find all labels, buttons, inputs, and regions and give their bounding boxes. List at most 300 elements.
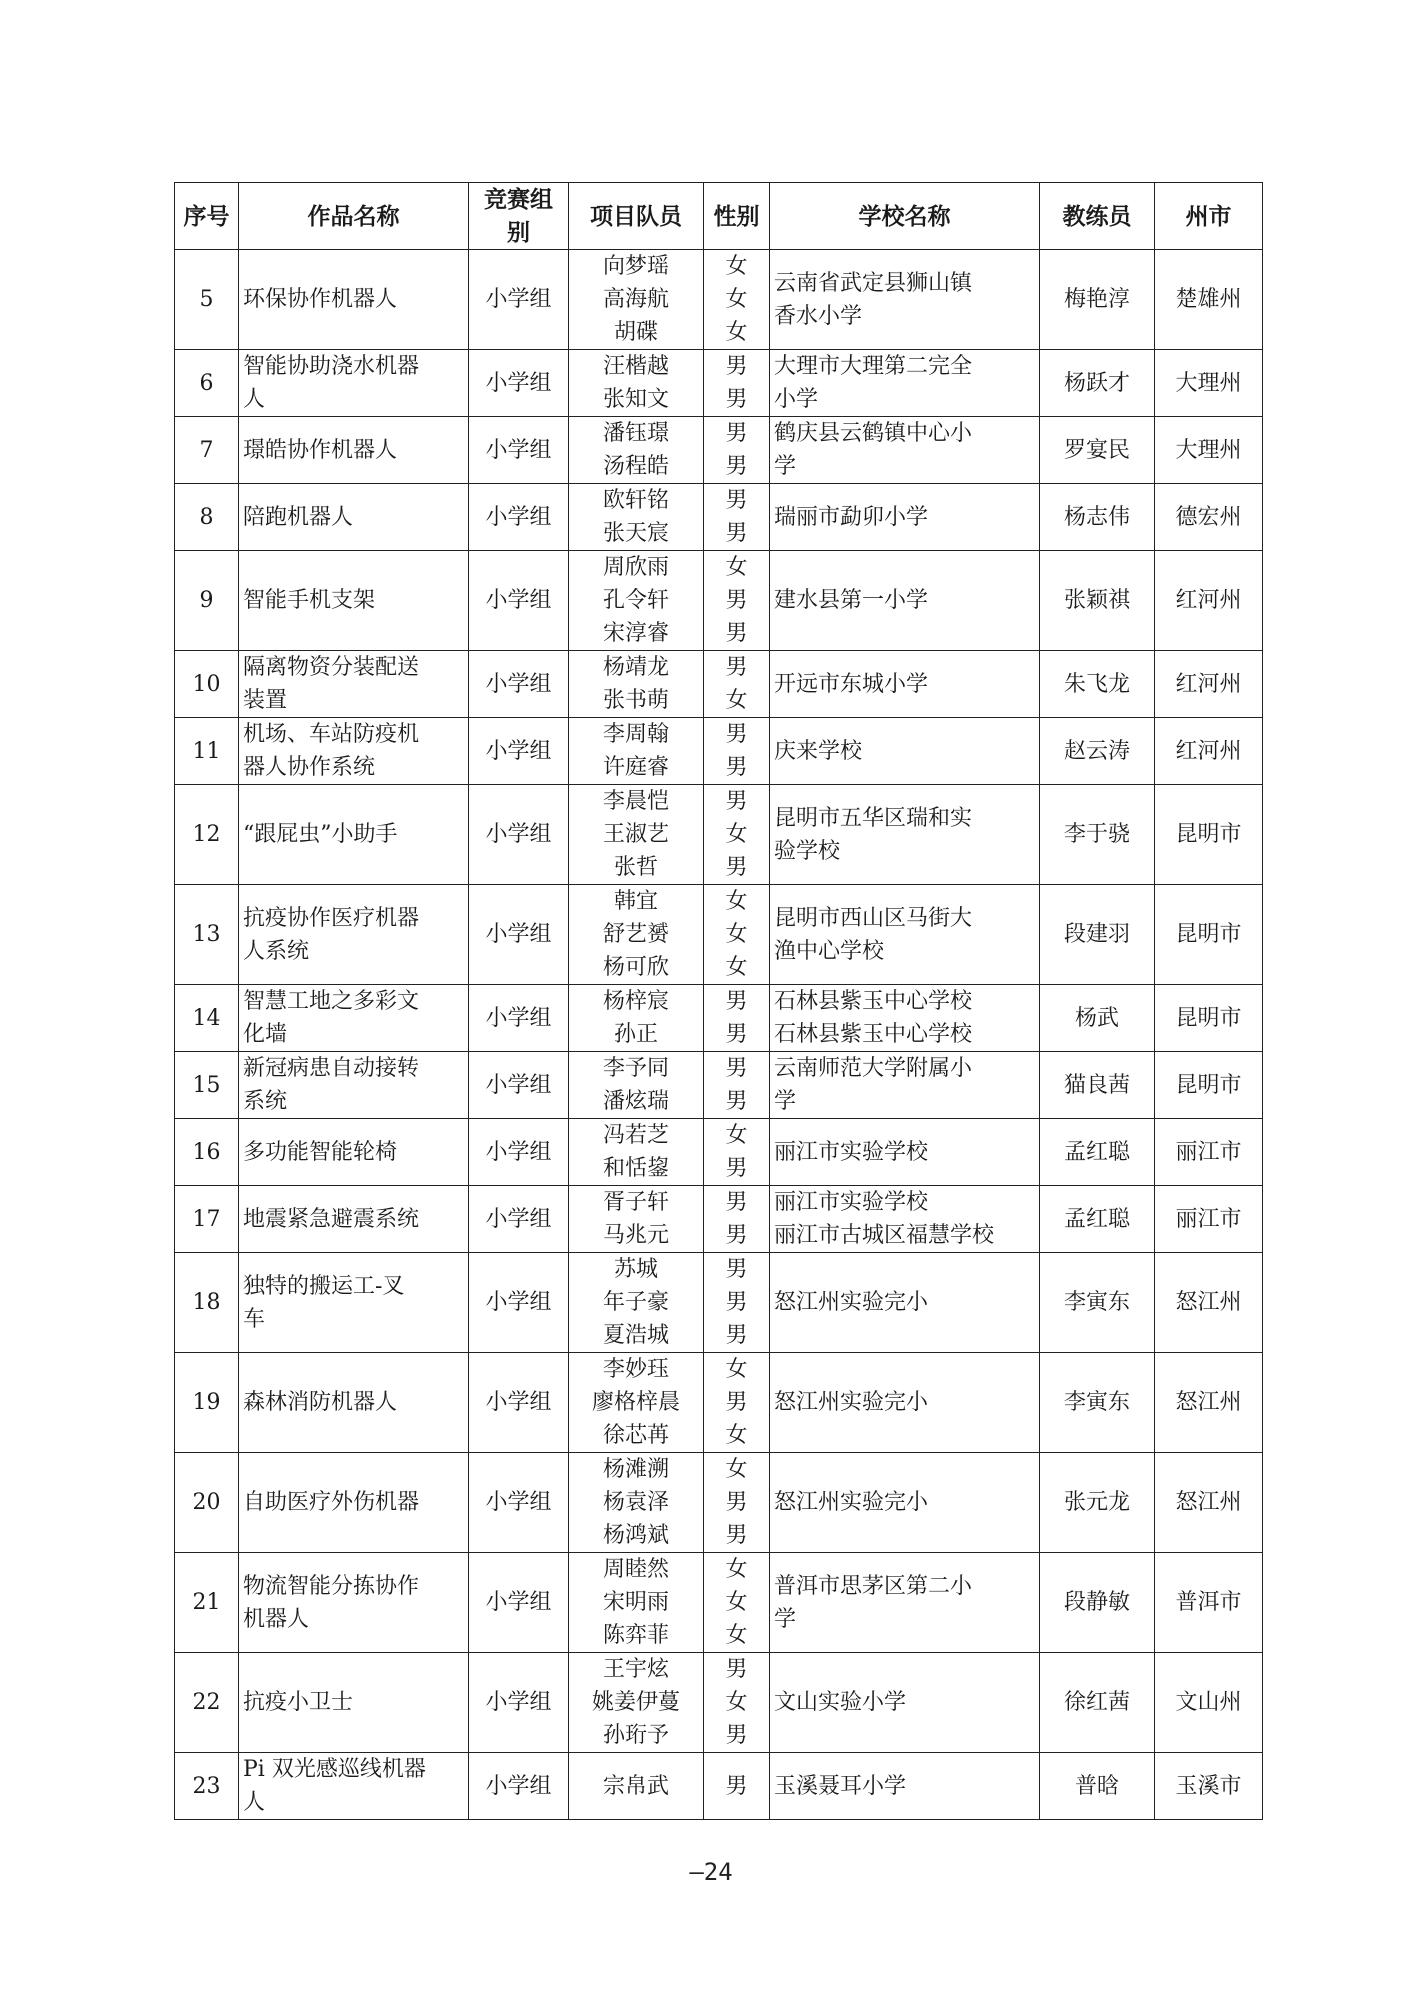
cell-coach: 杨武 bbox=[1040, 985, 1155, 1052]
cell-gender-line: 女 bbox=[725, 889, 748, 914]
cell-region: 怒江州 bbox=[1155, 1353, 1263, 1453]
cell-work-name-line: 独特的搬运工-叉 bbox=[243, 1273, 405, 1299]
cell-team-members-line: 和恬鋆 bbox=[602, 1156, 669, 1181]
cell-coach: 张颖祺 bbox=[1040, 551, 1155, 651]
cell-gender-line: 男 bbox=[725, 1223, 748, 1248]
cell-work-name bbox=[239, 551, 469, 651]
cell-gender-line: 男 bbox=[725, 1156, 748, 1181]
cell-team-members-line: 周睦然 bbox=[602, 1557, 669, 1582]
cell-school-name-line: 丽江市古城区福慧学校 bbox=[774, 1223, 995, 1248]
header-coach: 教练员 bbox=[1040, 183, 1155, 250]
cell-work-name-line: 机场、车站防疫机 bbox=[243, 722, 420, 747]
cell-work-name bbox=[239, 718, 469, 785]
cell-region: 昆明市 bbox=[1155, 885, 1263, 985]
cell-school-name-line: 大理市大理第二完全 bbox=[774, 354, 973, 379]
cell-school-name bbox=[770, 1186, 1040, 1253]
cell-school-name-line: 小学 bbox=[774, 387, 819, 412]
cell-team-members-line: 夏浩城 bbox=[602, 1323, 669, 1348]
header-team-members: 项目队员 bbox=[569, 183, 704, 250]
cell-gender bbox=[704, 1453, 770, 1553]
table-row bbox=[175, 1186, 1263, 1253]
cell-serial-number: 6 bbox=[175, 350, 239, 417]
cell-team-members-line: 许庭睿 bbox=[602, 755, 669, 780]
cell-team-members-line: 李予同 bbox=[602, 1056, 669, 1081]
cell-gender-line: 女 bbox=[725, 1557, 748, 1582]
cell-work-name-line: 机器人 bbox=[243, 1606, 310, 1632]
cell-gender-line: 男 bbox=[725, 588, 748, 613]
cell-region: 红河州 bbox=[1155, 651, 1263, 718]
cell-gender-line: 男 bbox=[725, 1773, 748, 1799]
cell-school-name-line: 怒江州实验完小 bbox=[774, 1490, 929, 1515]
cell-gender bbox=[704, 350, 770, 417]
cell-work-name-line: 环保协作机器人 bbox=[243, 287, 398, 312]
cell-gender-line: 女 bbox=[725, 1123, 748, 1148]
cell-coach: 孟红聪 bbox=[1040, 1119, 1155, 1186]
cell-gender bbox=[704, 1052, 770, 1119]
cell-serial-number: 22 bbox=[175, 1653, 239, 1753]
cell-gender-line: 女 bbox=[725, 1423, 748, 1448]
table-row bbox=[175, 718, 1263, 785]
cell-gender-line: 女 bbox=[725, 822, 748, 847]
cell-coach: 朱飞龙 bbox=[1040, 651, 1155, 718]
cell-school-name bbox=[770, 551, 1040, 651]
cell-work-name-line: 自助医疗外伤机器 bbox=[243, 1490, 420, 1515]
cell-team-members-line: 杨鸿斌 bbox=[602, 1523, 669, 1548]
table-header-row bbox=[175, 183, 1263, 250]
cell-work-name-line: 化墙 bbox=[243, 1022, 288, 1047]
cell-coach: 普晗 bbox=[1040, 1753, 1155, 1820]
cell-gender-line: 女 bbox=[725, 555, 748, 580]
cell-team-members bbox=[569, 250, 704, 350]
cell-gender-line: 女 bbox=[725, 254, 748, 279]
cell-team-members-line: 杨可欣 bbox=[602, 955, 669, 980]
cell-work-name bbox=[239, 350, 469, 417]
table-row bbox=[175, 350, 1263, 417]
cell-competition-group: 小学组 bbox=[469, 718, 569, 785]
cell-school-name bbox=[770, 1253, 1040, 1353]
cell-gender-line: 男 bbox=[725, 1190, 748, 1215]
cell-school-name-line: 丽江市实验学校 bbox=[774, 1190, 929, 1215]
cell-gender-line: 男 bbox=[725, 387, 748, 412]
cell-team-members bbox=[569, 1253, 704, 1353]
cell-gender-line: 男 bbox=[725, 1523, 748, 1548]
cell-work-name bbox=[239, 1453, 469, 1553]
cell-school-name bbox=[770, 885, 1040, 985]
cell-region: 普洱市 bbox=[1155, 1553, 1263, 1653]
table-row bbox=[175, 1453, 1263, 1553]
cell-gender-line: 男 bbox=[725, 421, 748, 446]
table-row bbox=[175, 1119, 1263, 1186]
cell-competition-group: 小学组 bbox=[469, 1453, 569, 1553]
cell-gender-line: 男 bbox=[725, 488, 748, 513]
cell-team-members bbox=[569, 1453, 704, 1553]
cell-team-members-line: 马兆元 bbox=[602, 1223, 669, 1248]
cell-school-name bbox=[770, 250, 1040, 350]
cell-gender bbox=[704, 484, 770, 551]
cell-team-members bbox=[569, 350, 704, 417]
cell-gender bbox=[704, 417, 770, 484]
cell-school-name-line: 怒江州实验完小 bbox=[774, 1290, 929, 1315]
cell-team-members-line: 廖格梓晨 bbox=[591, 1390, 680, 1415]
cell-team-members-line: 杨靖龙 bbox=[602, 655, 669, 680]
cell-school-name-line: 石林县紫玉中心学校 bbox=[774, 989, 973, 1014]
cell-school-name bbox=[770, 1453, 1040, 1553]
cell-team-members-line: 舒艺赟 bbox=[602, 922, 669, 947]
cell-region: 大理州 bbox=[1155, 417, 1263, 484]
table-row bbox=[175, 885, 1263, 985]
cell-work-name-line: 陪跑机器人 bbox=[243, 504, 354, 530]
header-serial-number: 序号 bbox=[175, 183, 239, 250]
cell-coach: 徐红茜 bbox=[1040, 1653, 1155, 1753]
cell-team-members bbox=[569, 1052, 704, 1119]
cell-school-name-line: 昆明市五华区瑞和实 bbox=[774, 805, 973, 831]
cell-team-members-line: 张知文 bbox=[602, 387, 669, 412]
cell-region: 玉溪市 bbox=[1155, 1753, 1263, 1820]
cell-competition-group: 小学组 bbox=[469, 350, 569, 417]
cell-school-name bbox=[770, 1553, 1040, 1653]
cell-gender-line: 男 bbox=[725, 722, 748, 747]
cell-region: 丽江市 bbox=[1155, 1186, 1263, 1253]
cell-serial-number: 21 bbox=[175, 1553, 239, 1653]
cell-school-name-line: 建水县第一小学 bbox=[774, 588, 929, 613]
cell-team-members bbox=[569, 1553, 704, 1653]
cell-competition-group: 小学组 bbox=[469, 785, 569, 885]
cell-school-name-line: 验学校 bbox=[774, 838, 841, 864]
cell-work-name bbox=[239, 1753, 469, 1820]
cell-serial-number: 16 bbox=[175, 1119, 239, 1186]
cell-gender-line: 男 bbox=[725, 1490, 748, 1515]
cell-team-members-line: 高海航 bbox=[602, 287, 669, 312]
cell-work-name bbox=[239, 1553, 469, 1653]
cell-gender bbox=[704, 1186, 770, 1253]
cell-region: 昆明市 bbox=[1155, 985, 1263, 1052]
cell-school-name bbox=[770, 417, 1040, 484]
cell-region: 怒江州 bbox=[1155, 1253, 1263, 1353]
cell-gender-line: 女 bbox=[725, 688, 748, 713]
cell-school-name bbox=[770, 1653, 1040, 1753]
cell-team-members-line: 陈弈菲 bbox=[602, 1623, 669, 1648]
cell-work-name-line: 森林消防机器人 bbox=[243, 1390, 398, 1415]
cell-team-members-line: 姚姜伊蔓 bbox=[591, 1690, 680, 1715]
cell-work-name bbox=[239, 1253, 469, 1353]
cell-region: 大理州 bbox=[1155, 350, 1263, 417]
cell-competition-group: 小学组 bbox=[469, 1753, 569, 1820]
cell-school-name bbox=[770, 651, 1040, 718]
table-row bbox=[175, 1253, 1263, 1353]
cell-gender-line: 男 bbox=[725, 354, 748, 379]
cell-work-name-line: 人系统 bbox=[243, 938, 310, 964]
cell-work-name-line: 智慧工地之多彩文 bbox=[243, 989, 420, 1014]
cell-gender-line: 男 bbox=[725, 1089, 748, 1114]
cell-competition-group: 小学组 bbox=[469, 551, 569, 651]
cell-coach: 张元龙 bbox=[1040, 1453, 1155, 1553]
cell-team-members bbox=[569, 985, 704, 1052]
table-row bbox=[175, 1653, 1263, 1753]
cell-competition-group: 小学组 bbox=[469, 1653, 569, 1753]
cell-team-members-line: 王宇炫 bbox=[602, 1657, 669, 1682]
cell-serial-number: 5 bbox=[175, 250, 239, 350]
cell-team-members-line: 苏城 bbox=[613, 1257, 658, 1282]
cell-competition-group: 小学组 bbox=[469, 885, 569, 985]
cell-school-name-line: 瑞丽市勐卯小学 bbox=[774, 504, 929, 530]
cell-gender bbox=[704, 985, 770, 1052]
cell-work-name bbox=[239, 1052, 469, 1119]
cell-serial-number: 10 bbox=[175, 651, 239, 718]
cell-work-name-line: Pi 双光感巡线机器 bbox=[243, 1757, 426, 1782]
cell-school-name bbox=[770, 718, 1040, 785]
cell-gender bbox=[704, 250, 770, 350]
cell-gender-line: 男 bbox=[725, 454, 748, 479]
cell-team-members-line: 杨袁泽 bbox=[602, 1490, 669, 1515]
cell-team-members-line: 潘钰璟 bbox=[602, 421, 669, 446]
cell-team-members-line: 杨滩溯 bbox=[602, 1457, 669, 1482]
cell-team-members bbox=[569, 417, 704, 484]
cell-coach: 李寅东 bbox=[1040, 1353, 1155, 1453]
cell-gender-line: 男 bbox=[725, 1022, 748, 1047]
cell-school-name-line: 鹤庆县云鹤镇中心小 bbox=[774, 421, 973, 446]
cell-coach: 罗宴民 bbox=[1040, 417, 1155, 484]
cell-serial-number: 11 bbox=[175, 718, 239, 785]
cell-work-name-line: 人 bbox=[243, 387, 266, 412]
cell-team-members-line: 王淑艺 bbox=[602, 822, 669, 847]
cell-school-name-line: 开远市东城小学 bbox=[774, 671, 929, 697]
cell-school-name-line: 丽江市实验学校 bbox=[774, 1139, 929, 1165]
cell-region: 文山州 bbox=[1155, 1653, 1263, 1753]
cell-work-name bbox=[239, 785, 469, 885]
cell-team-members-line: 冯若芝 bbox=[602, 1123, 669, 1148]
cell-school-name-line: 学 bbox=[774, 1089, 797, 1114]
cell-competition-group: 小学组 bbox=[469, 1186, 569, 1253]
cell-team-members-line: 宗帛武 bbox=[602, 1773, 669, 1799]
cell-team-members-line: 汪楷越 bbox=[602, 354, 669, 379]
page-number: —24 bbox=[689, 1858, 733, 1886]
cell-team-members-line: 韩宜 bbox=[613, 889, 658, 914]
cell-school-name-line: 玉溪聂耳小学 bbox=[774, 1773, 907, 1799]
cell-coach: 杨志伟 bbox=[1040, 484, 1155, 551]
cell-team-members bbox=[569, 885, 704, 985]
table-row bbox=[175, 1353, 1263, 1453]
cell-gender-line: 男 bbox=[725, 1290, 748, 1315]
header-competition-group: 竞赛组别 bbox=[469, 183, 569, 250]
cell-gender bbox=[704, 551, 770, 651]
cell-region: 楚雄州 bbox=[1155, 250, 1263, 350]
cell-region: 昆明市 bbox=[1155, 1052, 1263, 1119]
cell-coach: 赵云涛 bbox=[1040, 718, 1155, 785]
cell-serial-number: 19 bbox=[175, 1353, 239, 1453]
cell-school-name-line: 石林县紫玉中心学校 bbox=[774, 1022, 973, 1047]
cell-work-name bbox=[239, 1186, 469, 1253]
cell-region: 红河州 bbox=[1155, 551, 1263, 651]
cell-school-name-line: 昆明市西山区马街大 bbox=[774, 905, 973, 931]
cell-competition-group: 小学组 bbox=[469, 651, 569, 718]
table-row bbox=[175, 1553, 1263, 1653]
cell-region: 丽江市 bbox=[1155, 1119, 1263, 1186]
cell-school-name-line: 普洱市思茅区第二小 bbox=[774, 1573, 973, 1599]
cell-coach: 杨跃才 bbox=[1040, 350, 1155, 417]
cell-gender bbox=[704, 651, 770, 718]
cell-gender-line: 男 bbox=[725, 1390, 748, 1415]
cell-team-members bbox=[569, 1753, 704, 1820]
cell-coach: 梅艳淳 bbox=[1040, 250, 1155, 350]
cell-team-members bbox=[569, 551, 704, 651]
cell-work-name bbox=[239, 1653, 469, 1753]
cell-school-name-line: 云南师范大学附属小 bbox=[774, 1056, 973, 1081]
header-school-name: 学校名称 bbox=[770, 183, 1040, 250]
cell-gender-line: 男 bbox=[725, 621, 748, 646]
cell-work-name bbox=[239, 885, 469, 985]
cell-serial-number: 7 bbox=[175, 417, 239, 484]
cell-gender bbox=[704, 1653, 770, 1753]
cell-gender-line: 女 bbox=[725, 1623, 748, 1648]
cell-gender-line: 男 bbox=[725, 989, 748, 1014]
cell-serial-number: 13 bbox=[175, 885, 239, 985]
cell-gender-line: 男 bbox=[725, 755, 748, 780]
cell-work-name-line: 系统 bbox=[243, 1089, 288, 1114]
cell-gender-line: 男 bbox=[725, 1723, 748, 1748]
cell-gender-line: 女 bbox=[725, 922, 748, 947]
cell-work-name-line: 物流智能分拣协作 bbox=[243, 1573, 420, 1599]
cell-gender bbox=[704, 1753, 770, 1820]
cell-team-members bbox=[569, 785, 704, 885]
cell-competition-group: 小学组 bbox=[469, 1253, 569, 1353]
cell-team-members-line: 李周翰 bbox=[602, 722, 669, 747]
table-row bbox=[175, 1753, 1263, 1820]
cell-competition-group: 小学组 bbox=[469, 484, 569, 551]
cell-team-members bbox=[569, 1119, 704, 1186]
cell-team-members-line: 李妙珏 bbox=[602, 1357, 669, 1382]
cell-region: 德宏州 bbox=[1155, 484, 1263, 551]
cell-gender bbox=[704, 1119, 770, 1186]
cell-gender-line: 女 bbox=[725, 955, 748, 980]
cell-school-name bbox=[770, 350, 1040, 417]
cell-school-name-line: 庆来学校 bbox=[774, 738, 863, 764]
cell-work-name-line: 隔离物资分装配送 bbox=[243, 655, 420, 680]
cell-coach: 李寅东 bbox=[1040, 1253, 1155, 1353]
cell-gender bbox=[704, 885, 770, 985]
cell-team-members-line: 欧轩铭 bbox=[602, 488, 669, 513]
cell-school-name-line: 怒江州实验完小 bbox=[774, 1390, 929, 1415]
cell-team-members-line: 潘炫瑞 bbox=[602, 1089, 669, 1114]
cell-serial-number: 20 bbox=[175, 1453, 239, 1553]
cell-gender-line: 女 bbox=[725, 1690, 748, 1715]
cell-team-members-line: 汤程皓 bbox=[602, 454, 669, 479]
cell-gender-line: 女 bbox=[725, 1457, 748, 1482]
cell-gender bbox=[704, 1353, 770, 1453]
cell-coach: 猫良茜 bbox=[1040, 1052, 1155, 1119]
cell-gender-line: 男 bbox=[725, 855, 748, 880]
cell-team-members-line: 孔令轩 bbox=[602, 588, 669, 613]
cell-team-members-line: 向梦瑶 bbox=[602, 254, 669, 279]
cell-competition-group: 小学组 bbox=[469, 1553, 569, 1653]
cell-team-members-line: 孙珩予 bbox=[602, 1723, 669, 1748]
cell-work-name bbox=[239, 417, 469, 484]
cell-competition-group: 小学组 bbox=[469, 985, 569, 1052]
cell-team-members-line: 宋淳睿 bbox=[602, 621, 669, 646]
table-body bbox=[175, 250, 1263, 1820]
cell-team-members bbox=[569, 718, 704, 785]
cell-gender-line: 男 bbox=[725, 1056, 748, 1081]
cell-work-name-line: 装置 bbox=[243, 688, 288, 713]
cell-team-members bbox=[569, 1353, 704, 1453]
cell-work-name bbox=[239, 1119, 469, 1186]
cell-gender-line: 女 bbox=[725, 1357, 748, 1382]
cell-coach: 段静敏 bbox=[1040, 1553, 1155, 1653]
cell-team-members-line: 孙正 bbox=[613, 1022, 658, 1047]
cell-school-name bbox=[770, 484, 1040, 551]
cell-coach: 段建羽 bbox=[1040, 885, 1155, 985]
cell-school-name bbox=[770, 785, 1040, 885]
cell-team-members-line: 宋明雨 bbox=[602, 1590, 669, 1615]
cell-region: 昆明市 bbox=[1155, 785, 1263, 885]
cell-work-name-line: 璟皓协作机器人 bbox=[243, 437, 398, 463]
cell-team-members bbox=[569, 1653, 704, 1753]
cell-region: 怒江州 bbox=[1155, 1453, 1263, 1553]
cell-team-members bbox=[569, 1186, 704, 1253]
cell-gender-line: 男 bbox=[725, 1257, 748, 1282]
cell-gender bbox=[704, 1253, 770, 1353]
cell-serial-number: 17 bbox=[175, 1186, 239, 1253]
table-row bbox=[175, 1052, 1263, 1119]
cell-gender bbox=[704, 1553, 770, 1653]
cell-team-members-line: 张天宸 bbox=[602, 521, 669, 546]
cell-work-name-line: 人 bbox=[243, 1790, 266, 1815]
cell-school-name-line: 学 bbox=[774, 454, 797, 479]
cell-school-name bbox=[770, 1052, 1040, 1119]
header-work-name: 作品名称 bbox=[239, 183, 469, 250]
cell-work-name bbox=[239, 250, 469, 350]
cell-work-name-line: 智能协助浇水机器 bbox=[243, 354, 420, 379]
cell-team-members-line: 年子豪 bbox=[602, 1290, 669, 1315]
cell-team-members-line: 周欣雨 bbox=[602, 555, 669, 580]
table-row bbox=[175, 417, 1263, 484]
table-row bbox=[175, 985, 1263, 1052]
table-row bbox=[175, 551, 1263, 651]
cell-work-name-line: 新冠病患自动接转 bbox=[243, 1056, 420, 1081]
cell-serial-number: 12 bbox=[175, 785, 239, 885]
cell-school-name bbox=[770, 985, 1040, 1052]
cell-team-members-line: 胡碟 bbox=[613, 320, 658, 345]
cell-serial-number: 15 bbox=[175, 1052, 239, 1119]
cell-work-name bbox=[239, 985, 469, 1052]
cell-school-name bbox=[770, 1753, 1040, 1820]
cell-gender-line: 女 bbox=[725, 320, 748, 345]
cell-team-members bbox=[569, 651, 704, 718]
cell-gender bbox=[704, 718, 770, 785]
cell-gender-line: 男 bbox=[725, 789, 748, 814]
cell-team-members bbox=[569, 484, 704, 551]
cell-team-members-line: 徐芯苒 bbox=[602, 1423, 669, 1448]
cell-coach: 李于骁 bbox=[1040, 785, 1155, 885]
cell-coach: 孟红聪 bbox=[1040, 1186, 1155, 1253]
header-gender: 性别 bbox=[704, 183, 770, 250]
table-row bbox=[175, 250, 1263, 350]
cell-team-members-line: 杨梓宸 bbox=[602, 989, 669, 1014]
cell-school-name-line: 学 bbox=[774, 1606, 797, 1632]
cell-gender-line: 女 bbox=[725, 287, 748, 312]
cell-work-name bbox=[239, 1353, 469, 1453]
cell-school-name-line: 香水小学 bbox=[774, 303, 863, 329]
table-row bbox=[175, 651, 1263, 718]
cell-school-name-line: 渔中心学校 bbox=[774, 938, 885, 964]
cell-gender bbox=[704, 785, 770, 885]
cell-work-name-line: 多功能智能轮椅 bbox=[243, 1139, 398, 1165]
cell-work-name-line: 抗疫协作医疗机器 bbox=[243, 905, 420, 931]
cell-competition-group: 小学组 bbox=[469, 1353, 569, 1453]
cell-gender-line: 男 bbox=[725, 655, 748, 680]
cell-gender-line: 男 bbox=[725, 1323, 748, 1348]
cell-team-members-line: 张哲 bbox=[613, 855, 658, 880]
cell-competition-group: 小学组 bbox=[469, 417, 569, 484]
